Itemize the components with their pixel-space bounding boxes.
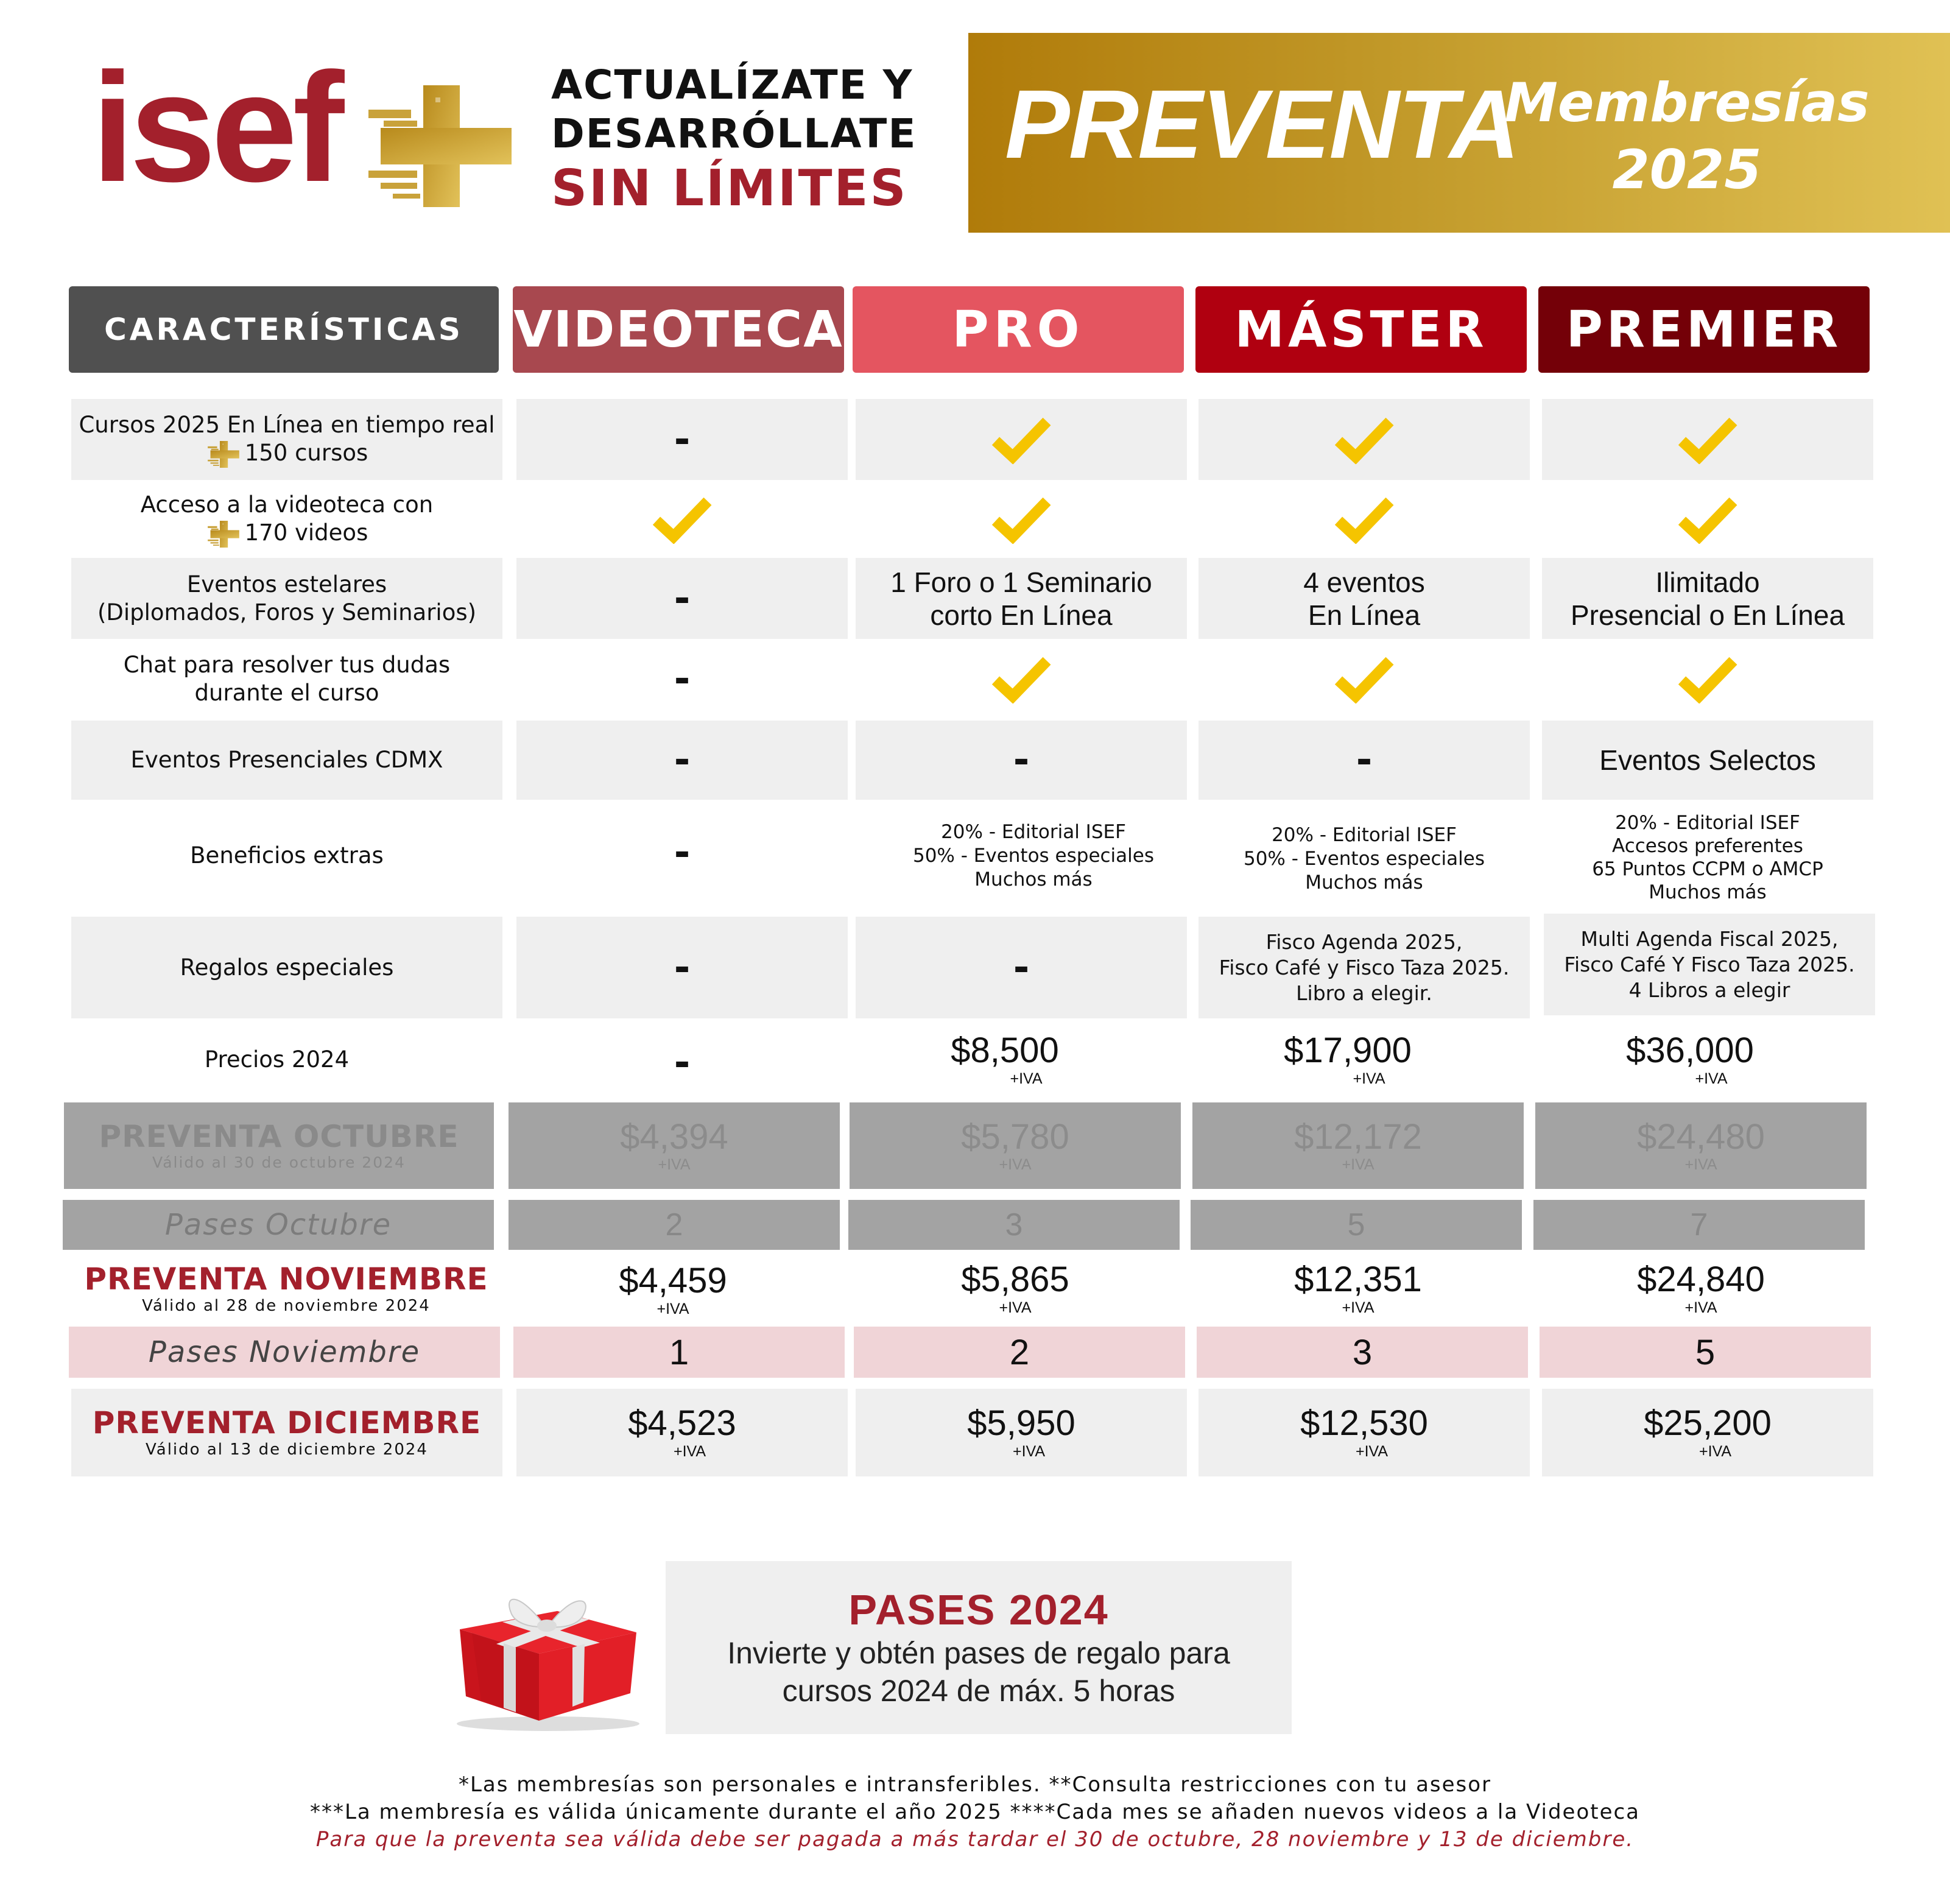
feature-chat	[71, 640, 502, 719]
feature-cursos	[71, 399, 502, 480]
feature-eventos-line-2: (Diplomados, Foros y Seminarios)	[97, 599, 477, 626]
feature-cursos-line-1: Cursos 2025 En Línea en tiempo real	[79, 412, 495, 439]
feature-regalos	[71, 917, 502, 1018]
preventa-octubre-label	[64, 1102, 494, 1189]
cell-precios-premier	[1498, 1023, 1882, 1096]
feature-presenciales	[71, 721, 502, 800]
noviembre-subtitle: Válido al 28 de noviembre 2024	[142, 1296, 431, 1315]
tagline-line-2: DESARRÓLLATE	[551, 110, 917, 157]
dash: -	[674, 945, 691, 990]
iva-label: +IVA	[1698, 1443, 1732, 1460]
eventos-premier-line-1: Ilimitado	[1655, 566, 1760, 598]
noviembre-price-premier	[1535, 1253, 1867, 1324]
price: $36,000	[1626, 1031, 1754, 1070]
cell-regalos-videoteca	[516, 917, 848, 1018]
price: $5,865	[961, 1259, 1069, 1299]
pases-count: 5	[1695, 1332, 1716, 1372]
header-caracteristicas: CARACTERÍSTICAS	[69, 286, 499, 373]
beneficio-line: 50% - Eventos especiales	[1243, 847, 1485, 870]
cell-chat-pro	[856, 640, 1187, 719]
iva-label: +IVA	[658, 1156, 691, 1173]
price: $24,480	[1637, 1117, 1765, 1157]
iva-label: +IVA	[999, 1156, 1032, 1173]
feature-videoteca-count: 170 videos	[244, 520, 368, 546]
beneficio-line: Accesos preferentes	[1612, 834, 1803, 857]
cell-videoteca-master	[1199, 481, 1530, 557]
beneficio-line: Muchos más	[1649, 881, 1767, 903]
header-videoteca: VIDEOTECA	[513, 286, 844, 373]
dash: -	[674, 738, 691, 783]
tagline	[551, 61, 941, 219]
cell-eventos-pro	[856, 558, 1187, 639]
regalo-line: Libro a elegir.	[1296, 981, 1432, 1005]
cell-precios-videoteca	[516, 1023, 848, 1102]
octubre-price-videoteca	[509, 1102, 840, 1189]
pases-count: 3	[1005, 1207, 1023, 1243]
pases-count: 3	[1352, 1332, 1373, 1372]
pases-octubre-pro	[848, 1200, 1180, 1250]
feature-eventos	[71, 558, 502, 639]
dash: -	[674, 830, 691, 875]
header-master: MÁSTER	[1195, 286, 1527, 373]
cell-eventos-videoteca	[516, 558, 848, 639]
iva-label: +IVA	[999, 1299, 1032, 1316]
noviembre-price-master	[1192, 1253, 1524, 1324]
pases-noviembre-pro	[854, 1327, 1185, 1378]
octubre-title: PREVENTA OCTUBRE	[99, 1119, 459, 1154]
iva-label: +IVA	[1695, 1070, 1728, 1087]
gold-plus-icon	[206, 521, 241, 548]
feature-presenciales-label: Eventos Presenciales CDMX	[130, 747, 443, 773]
price: $4,459	[619, 1260, 727, 1300]
noviembre-title: PREVENTA NOVIEMBRE	[84, 1261, 488, 1297]
regalo-line: Multi Agenda Fiscal 2025,	[1580, 926, 1839, 951]
pases-octubre-label	[63, 1200, 494, 1250]
diciembre-subtitle: Válido al 13 de diciembre 2024	[146, 1440, 428, 1459]
cell-presenciales-pro	[856, 721, 1187, 800]
eventos-pro-line-1: 1 Foro o 1 Seminario	[890, 566, 1152, 598]
beneficio-line: 65 Puntos CCPM o AMCP	[1592, 858, 1823, 880]
tagline-line-1: ACTUALÍZATE Y	[551, 62, 913, 108]
feature-videoteca	[71, 481, 502, 557]
cell-cursos-videoteca	[516, 399, 848, 480]
cell-beneficios-pro	[856, 810, 1211, 901]
footnote-line-2: ***La membresía es válida únicamente durante el año 2025 ****Cada mes se añaden nuevos videos a la Videoteca	[309, 1800, 1641, 1824]
cell-chat-premier	[1542, 640, 1873, 719]
diciembre-title: PREVENTA DICIEMBRE	[92, 1405, 482, 1440]
eventos-master-line-2: En Línea	[1308, 599, 1421, 631]
pases-noviembre-videoteca	[513, 1327, 845, 1378]
price: $4,394	[620, 1117, 728, 1157]
banner-title: PREVENTA	[1005, 69, 1519, 178]
dash: -	[674, 576, 691, 621]
iva-label: +IVA	[1012, 1443, 1046, 1460]
pases-octubre-master	[1191, 1200, 1522, 1250]
beneficio-line: 50% - Eventos especiales	[912, 844, 1155, 867]
price: $12,172	[1294, 1117, 1422, 1157]
cell-beneficios-master	[1199, 813, 1530, 904]
header-pro: PRO	[853, 286, 1184, 373]
preventa-diciembre-label	[71, 1389, 502, 1476]
pases-count: 7	[1690, 1207, 1708, 1243]
iva-label: +IVA	[656, 1300, 689, 1317]
preventa-banner	[968, 33, 1950, 233]
presenciales-premier-text: Eventos Selectos	[1599, 744, 1816, 776]
feature-precios-2024	[71, 1023, 482, 1096]
iva-label: +IVA	[1684, 1156, 1717, 1173]
beneficio-line: 20% - Editorial ISEF	[1615, 811, 1800, 834]
gold-plus-icon	[206, 441, 241, 468]
cell-chat-videoteca	[516, 640, 848, 719]
price: $4,523	[628, 1403, 736, 1443]
pases-2024-line-2: cursos 2024 de máx. 5 horas	[782, 1674, 1175, 1708]
regalo-line: Fisco Café Y Fisco Taza 2025.	[1564, 952, 1855, 976]
regalo-line: Fisco Agenda 2025,	[1265, 929, 1463, 954]
cell-presenciales-videoteca	[516, 721, 848, 800]
pases-2024-line-1: Invierte y obtén pases de regalo para	[727, 1636, 1230, 1670]
diciembre-price-videoteca	[516, 1389, 848, 1476]
dash: -	[1013, 738, 1030, 783]
check-icon	[991, 415, 1052, 464]
check-icon	[991, 495, 1052, 544]
iva-label: +IVA	[1342, 1156, 1375, 1173]
iva-label: +IVA	[1353, 1070, 1385, 1087]
iva-label: +IVA	[1355, 1443, 1389, 1460]
cell-cursos-pro	[856, 399, 1187, 480]
cell-presenciales-premier	[1542, 721, 1873, 800]
cell-videoteca-premier	[1542, 481, 1873, 557]
beneficio-line: 20% - Editorial ISEF	[1272, 823, 1457, 846]
beneficio-line: Muchos más	[1305, 871, 1423, 894]
feature-beneficios-label: Beneficios extras	[190, 842, 384, 869]
cell-chat-master	[1199, 640, 1530, 719]
cell-regalos-pro	[856, 917, 1187, 1018]
octubre-price-pro	[850, 1102, 1181, 1189]
cell-eventos-master	[1199, 558, 1530, 639]
price: $5,780	[961, 1117, 1069, 1157]
price: $8,500	[951, 1031, 1059, 1070]
pases-count: 2	[1009, 1332, 1030, 1372]
pases-count: 2	[665, 1207, 683, 1243]
iva-label: +IVA	[1010, 1070, 1043, 1087]
dash: -	[674, 657, 691, 702]
pases-noviembre-label	[69, 1327, 500, 1378]
preventa-noviembre-label	[64, 1253, 509, 1324]
cell-beneficios-videoteca	[516, 804, 848, 901]
price: $17,900	[1284, 1031, 1412, 1070]
pases-octubre-text: Pases Octubre	[164, 1208, 392, 1242]
gold-plus-icon	[368, 85, 512, 207]
regalo-line: 4 Libros a elegir	[1628, 978, 1790, 1002]
cell-eventos-premier	[1542, 558, 1873, 639]
feature-precios-label: Precios 2024	[204, 1046, 350, 1073]
dash: -	[674, 417, 691, 462]
pases-noviembre-text: Pases Noviembre	[148, 1335, 421, 1369]
cell-precios-master	[1156, 1023, 1540, 1096]
logo-wordmark: isef	[91, 41, 340, 214]
dash: -	[1013, 945, 1030, 990]
feature-beneficios	[71, 804, 502, 908]
cell-videoteca-pro	[856, 481, 1187, 557]
feature-videoteca-line-1: Acceso a la videoteca con	[140, 492, 434, 518]
feature-cursos-count: 150 cursos	[244, 440, 368, 467]
cell-presenciales-master	[1199, 721, 1530, 800]
eventos-pro-line-2: corto En Línea	[930, 599, 1113, 631]
eventos-premier-line-2: Presencial o En Línea	[1570, 599, 1845, 631]
feature-eventos-line-1: Eventos estelares	[186, 571, 387, 598]
cell-cursos-master	[1199, 399, 1530, 480]
noviembre-price-videoteca	[509, 1255, 837, 1325]
pases-count: 5	[1347, 1207, 1365, 1243]
check-icon	[1677, 415, 1738, 464]
price: $12,530	[1300, 1403, 1428, 1443]
check-icon	[652, 495, 713, 544]
header-premier: PREMIER	[1538, 286, 1870, 373]
check-icon	[991, 655, 1052, 703]
banner-subtitle-line-2: 2025	[1612, 138, 1762, 201]
cell-cursos-premier	[1542, 399, 1873, 480]
check-icon	[1677, 495, 1738, 544]
dash: -	[674, 1040, 691, 1085]
footnote-line-3: Para que la preventa sea válida debe ser pagada a más tardar el 30 de octubre, 28 noviembre y 13 de diciembre.	[315, 1827, 1635, 1852]
banner-subtitle	[1504, 69, 1870, 203]
check-icon	[1334, 495, 1395, 544]
feature-chat-line-1: Chat para resolver tus dudas	[123, 652, 451, 678]
isef-logo	[91, 41, 512, 214]
eventos-master-line-1: 4 eventos	[1303, 566, 1425, 598]
pases-noviembre-premier	[1540, 1327, 1871, 1378]
footnotes	[0, 1771, 1950, 1853]
beneficio-line: 20% - Editorial ISEF	[941, 820, 1126, 843]
cell-precios-pro	[813, 1023, 1197, 1096]
dash: -	[1356, 738, 1373, 783]
tagline-line-3: SIN LÍMITES	[551, 160, 908, 217]
cell-regalos-premier	[1544, 914, 1875, 1015]
cell-videoteca-videoteca	[516, 481, 848, 557]
banner-subtitle-line-1: Membresías	[1504, 71, 1870, 134]
diciembre-price-pro	[856, 1389, 1187, 1476]
feature-cursos-line-2	[206, 439, 368, 468]
gift-icon	[448, 1574, 649, 1733]
price: $5,950	[967, 1403, 1075, 1443]
pases-2024-title: PASES 2024	[848, 1586, 1109, 1634]
pases-2024-box	[666, 1561, 1292, 1734]
pases-count: 1	[669, 1332, 689, 1372]
diciembre-price-master	[1199, 1389, 1530, 1476]
iva-label: +IVA	[1684, 1299, 1717, 1316]
octubre-price-master	[1192, 1102, 1524, 1189]
cell-beneficios-premier	[1542, 807, 1873, 908]
check-icon	[1334, 415, 1395, 464]
diciembre-price-premier	[1542, 1389, 1873, 1476]
pases-octubre-videoteca	[509, 1200, 840, 1250]
feature-regalos-label: Regalos especiales	[180, 954, 394, 981]
price: $12,351	[1294, 1259, 1422, 1299]
iva-label: +IVA	[673, 1443, 706, 1460]
cell-regalos-master	[1199, 917, 1530, 1018]
beneficio-line: Muchos más	[974, 868, 1093, 890]
octubre-price-premier	[1535, 1102, 1867, 1189]
feature-videoteca-line-2	[206, 519, 368, 548]
feature-chat-line-2: durante el curso	[194, 680, 379, 706]
check-icon	[1334, 655, 1395, 703]
footnote-line-1: *Las membresías son personales e intransferibles. **Consulta restricciones con tu asesor	[458, 1772, 1492, 1797]
noviembre-price-pro	[850, 1253, 1181, 1324]
iva-label: +IVA	[1342, 1299, 1375, 1316]
price: $24,840	[1637, 1259, 1765, 1299]
pases-octubre-premier	[1533, 1200, 1865, 1250]
pases-noviembre-master	[1197, 1327, 1528, 1378]
check-icon	[1677, 655, 1738, 703]
price: $25,200	[1644, 1403, 1772, 1443]
regalo-line: Fisco Café y Fisco Taza 2025.	[1219, 955, 1510, 979]
octubre-subtitle: Válido al 30 de octubre 2024	[152, 1154, 406, 1171]
